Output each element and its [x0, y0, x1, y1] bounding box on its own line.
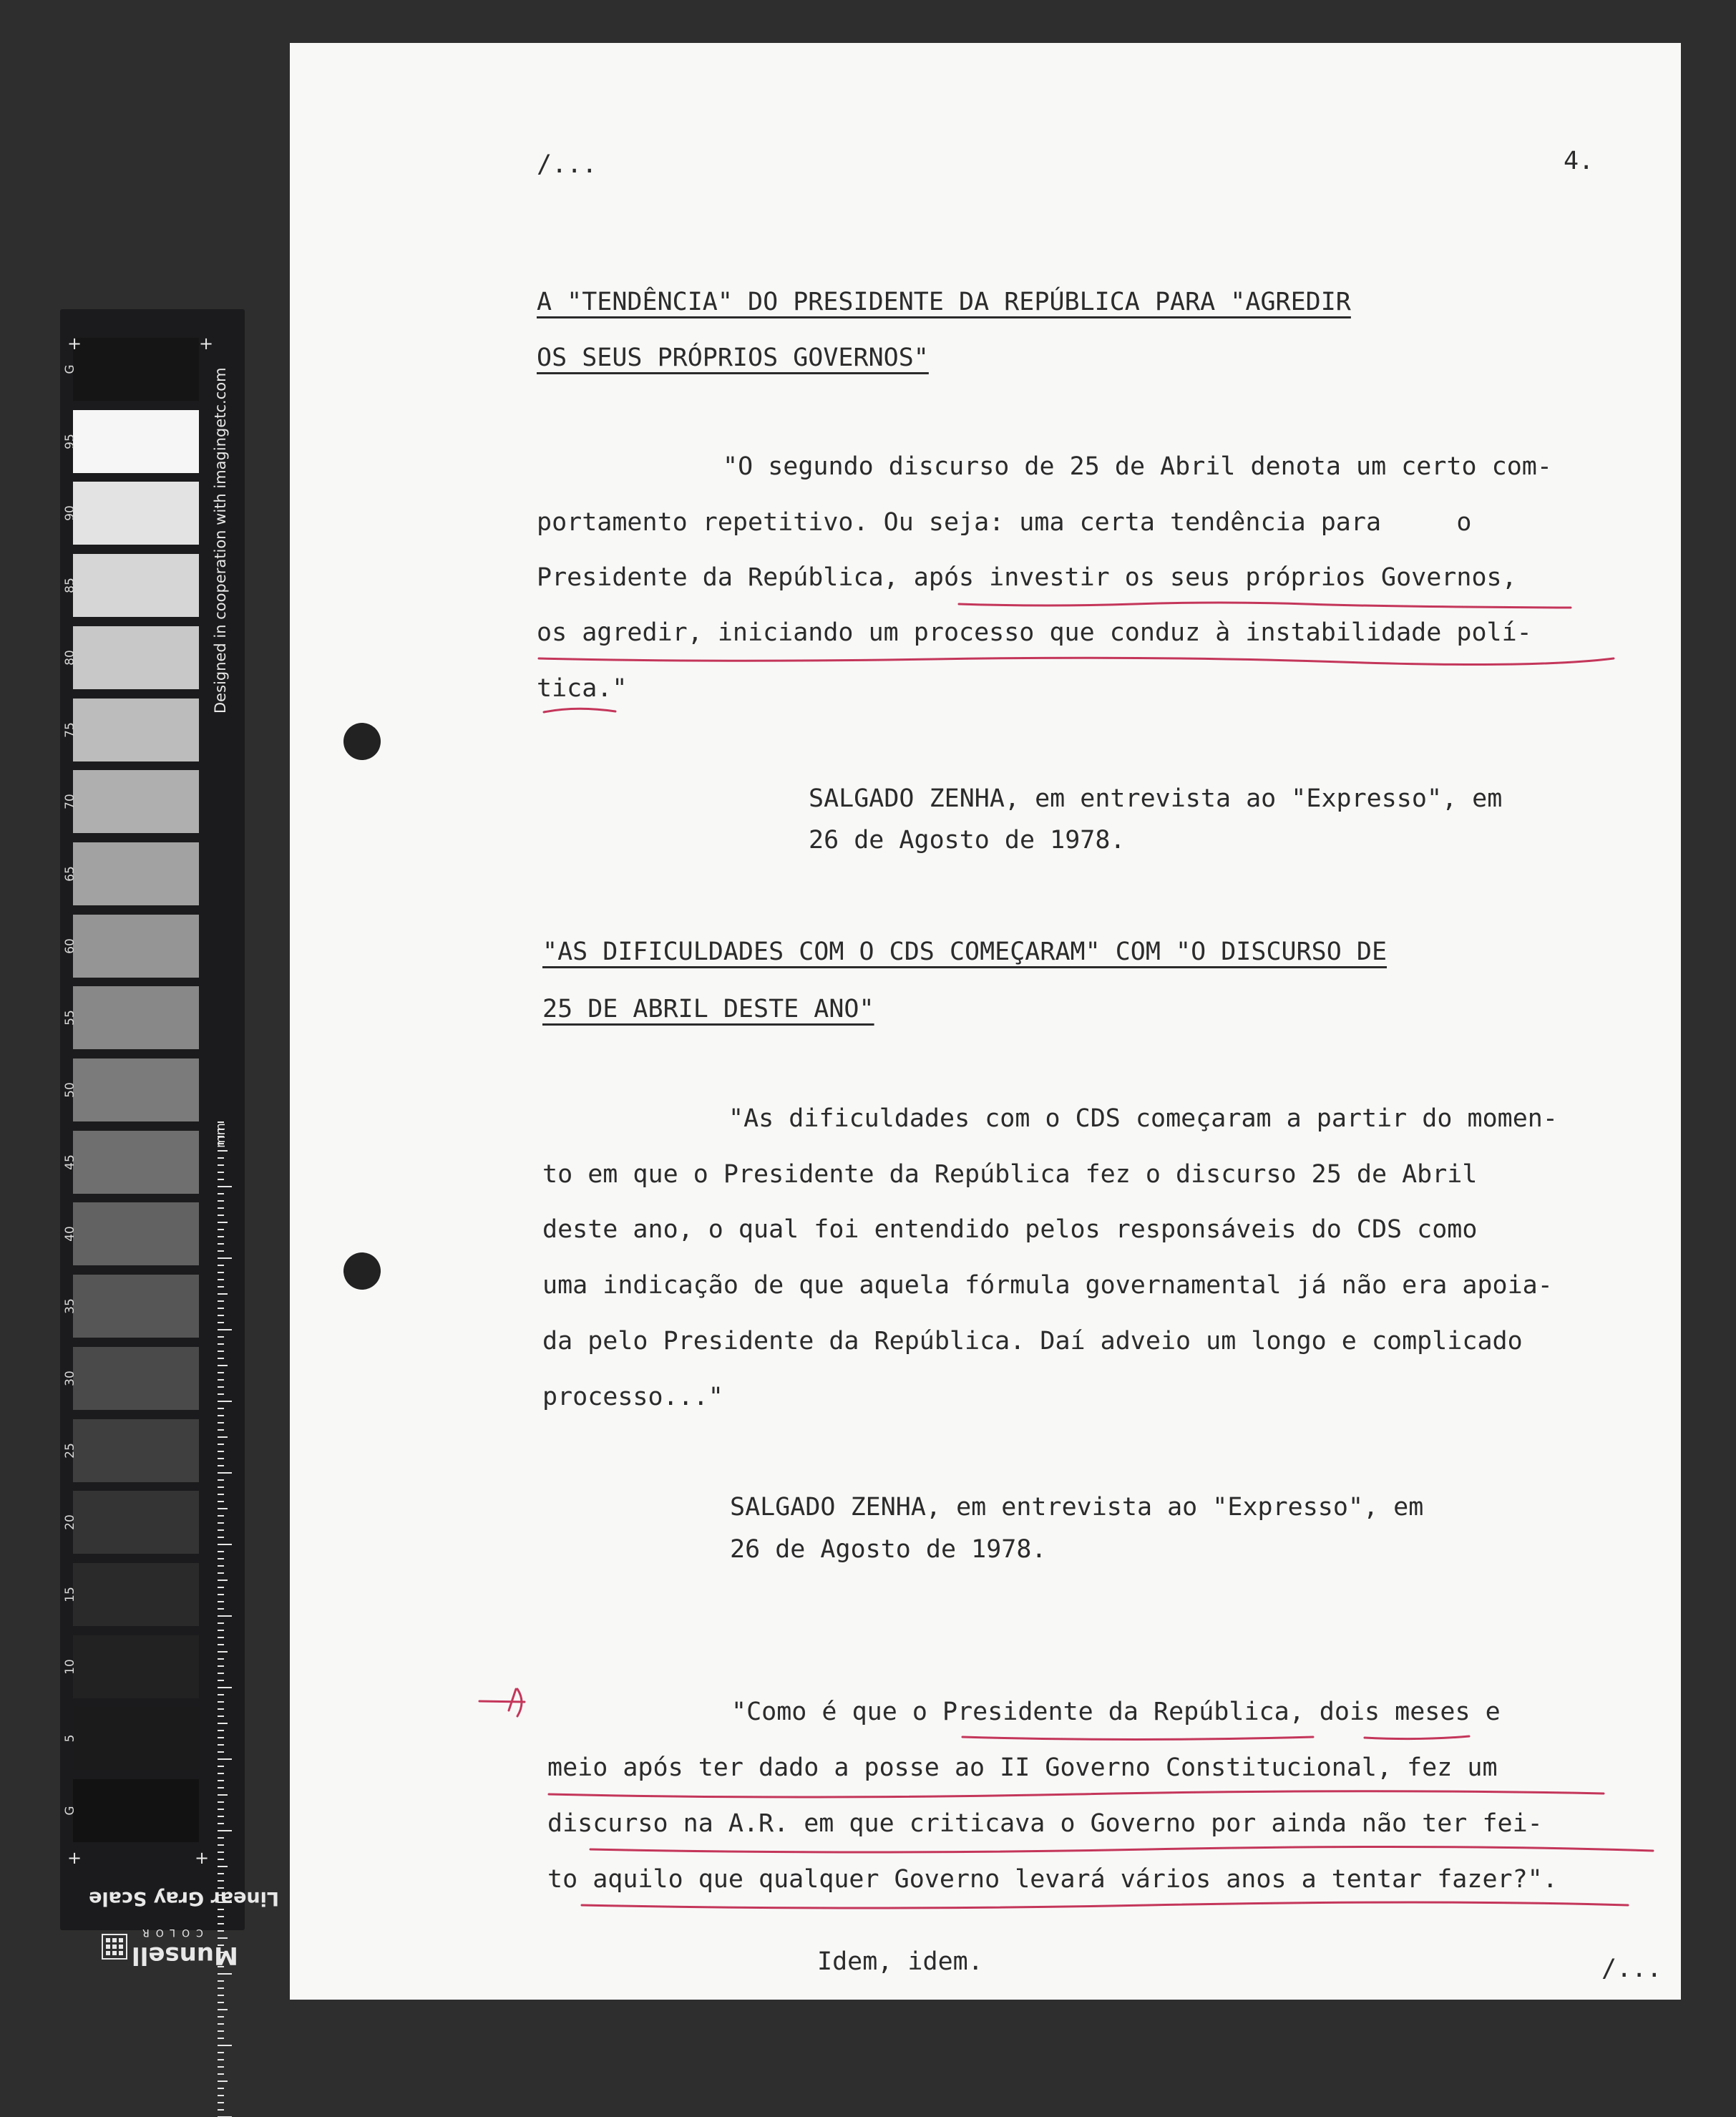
continuation-mark-bottom: /...	[1601, 1955, 1662, 1983]
gray-swatch	[73, 986, 199, 1049]
gray-swatch	[73, 1419, 199, 1482]
heading-1-line-2: OS SEUS PRÓPRIOS GOVERNOS"	[537, 344, 929, 372]
gray-swatch	[73, 699, 199, 761]
heading-1-line-1: A "TENDÊNCIA" DO PRESIDENTE DA REPÚBLICA PARA "AGREDIR	[537, 288, 1351, 316]
gray-swatch-label: 15	[63, 1587, 77, 1602]
page-number: 4.	[1564, 147, 1594, 175]
gray-swatch-label: 35	[63, 1298, 77, 1314]
heading-2-line-2: 25 DE ABRIL DESTE ANO"	[542, 995, 874, 1023]
gray-swatch	[73, 1635, 199, 1698]
registration-mark: +	[199, 334, 214, 354]
gray-swatch	[73, 410, 199, 473]
attribution-2-line: SALGADO ZENHA, em entrevista ao "Expresso", em	[730, 1493, 1424, 1522]
gray-swatch-label: 30	[63, 1370, 77, 1386]
registration-mark: +	[67, 334, 82, 354]
gray-swatch-label: 55	[63, 1010, 77, 1026]
pen-underline	[544, 709, 615, 712]
pen-underline	[590, 1846, 1653, 1852]
attribution-1-line: SALGADO ZENHA, em entrevista ao "Expresso", em	[809, 784, 1503, 813]
gray-swatch	[73, 1779, 199, 1842]
pen-underline	[582, 1902, 1628, 1908]
gray-swatch	[73, 1347, 199, 1410]
gray-swatch-label: 95	[63, 433, 77, 449]
gray-swatch	[73, 626, 199, 689]
attribution-3: Idem, idem.	[817, 1947, 983, 1976]
gray-swatch-label: 85	[63, 578, 77, 593]
attribution-1-line: 26 de Agosto de 1978.	[809, 826, 1126, 855]
gray-swatch	[73, 554, 199, 617]
quote-1-line: "O segundo discurso de 25 de Abril denota um certo com-	[723, 452, 1552, 481]
gray-swatch-label: 5	[63, 1734, 77, 1743]
gray-swatch	[73, 338, 199, 401]
gray-swatch	[73, 1058, 199, 1121]
registration-mark: +	[67, 1848, 82, 1868]
gray-scale-card	[60, 309, 280, 1970]
pen-underline	[959, 603, 1571, 608]
quote-2-line: da pelo Presidente da República. Daí adveio um longo e complicado	[542, 1327, 1523, 1356]
card-brand: Munsell	[132, 1941, 238, 1970]
registration-mark: +	[195, 1848, 210, 1868]
gray-swatch-label: 65	[63, 866, 77, 882]
gray-swatch	[73, 1491, 199, 1554]
attribution-2-line: 26 de Agosto de 1978.	[730, 1535, 1047, 1564]
gray-swatch	[73, 1131, 199, 1194]
gray-swatch-label: 20	[63, 1514, 77, 1531]
pen-underline	[539, 658, 1614, 664]
quote-3-line: to aquilo que qualquer Governo levará vários anos a tentar fazer?".	[547, 1865, 1558, 1894]
quote-2-line: to em que o Presidente da República fez o discurso 25 de Abril	[542, 1160, 1478, 1189]
gray-swatch-label: 80	[63, 649, 77, 666]
gray-swatch	[73, 842, 199, 905]
gray-swatch-label: 90	[63, 505, 77, 522]
quote-3-line: discurso na A.R. em que criticava o Governo por ainda não ter fei-	[547, 1809, 1543, 1838]
quote-3-line: meio após ter dado a posse ao II Governo Constitucional, fez um	[547, 1753, 1498, 1782]
quote-1-line: os agredir, iniciando um processo que conduz à instabilidade polí-	[537, 618, 1532, 647]
gray-swatch-label: 10	[63, 1658, 77, 1675]
quote-2-line: "As dificuldades com o CDS começaram a partir do momen-	[728, 1104, 1558, 1133]
gray-swatch	[73, 1275, 199, 1338]
pen-underlines	[290, 43, 1681, 2000]
pen-arrow	[479, 1689, 525, 1716]
munsell-logo-icon	[102, 1934, 127, 1960]
gray-swatch	[73, 1202, 199, 1265]
gray-swatch-label: 70	[63, 794, 77, 810]
quote-2-line: processo..."	[542, 1383, 723, 1411]
document-page	[290, 43, 1681, 2000]
ruler-unit: mm	[213, 1122, 228, 1148]
quote-1-line: portamento repetitivo. Ou seja: uma certa tendência para o	[537, 508, 1472, 537]
quote-3-line: "Como é que o Presidente da República, dois meses e	[731, 1698, 1501, 1726]
quote-1-line: tica."	[537, 674, 628, 703]
card-title: Linear Gray Scale	[89, 1887, 280, 1909]
pen-underline	[962, 1737, 1313, 1740]
quote-2-line: uma indicação de que aquela fórmula governamental já não era apoia-	[542, 1271, 1553, 1300]
continuation-mark-top: /...	[537, 150, 598, 179]
pen-underline	[549, 1791, 1604, 1797]
gray-swatch	[73, 770, 199, 833]
gray-swatch-label: G	[63, 364, 77, 374]
heading-2-line-1: "AS DIFICULDADES COM O CDS COMEÇARAM" COM "O DISCURSO DE	[542, 938, 1388, 966]
quote-1-line: Presidente da República, após investir os seus próprios Governos,	[537, 563, 1517, 592]
gray-swatch	[73, 915, 199, 978]
gray-swatch-label: 25	[63, 1442, 77, 1459]
gray-swatch	[73, 482, 199, 545]
gray-swatch-label: 45	[63, 1154, 77, 1170]
card-credit: Designed in cooperation with imagingetc.com	[212, 367, 229, 714]
gray-swatch-label: 75	[63, 721, 77, 738]
gray-swatch-label: 50	[63, 1082, 77, 1098]
gray-swatch	[73, 1707, 199, 1770]
gray-swatch-label: 40	[63, 1226, 77, 1242]
gray-swatch-label: 60	[63, 938, 77, 954]
gray-swatch-label: G	[63, 1806, 77, 1816]
quote-2-line: deste ano, o qual foi entendido pelos responsáveis do CDS como	[542, 1215, 1478, 1244]
gray-swatch	[73, 1563, 199, 1626]
card-brand-sub: COLOR	[136, 1927, 203, 1938]
pen-underline	[1365, 1736, 1469, 1739]
